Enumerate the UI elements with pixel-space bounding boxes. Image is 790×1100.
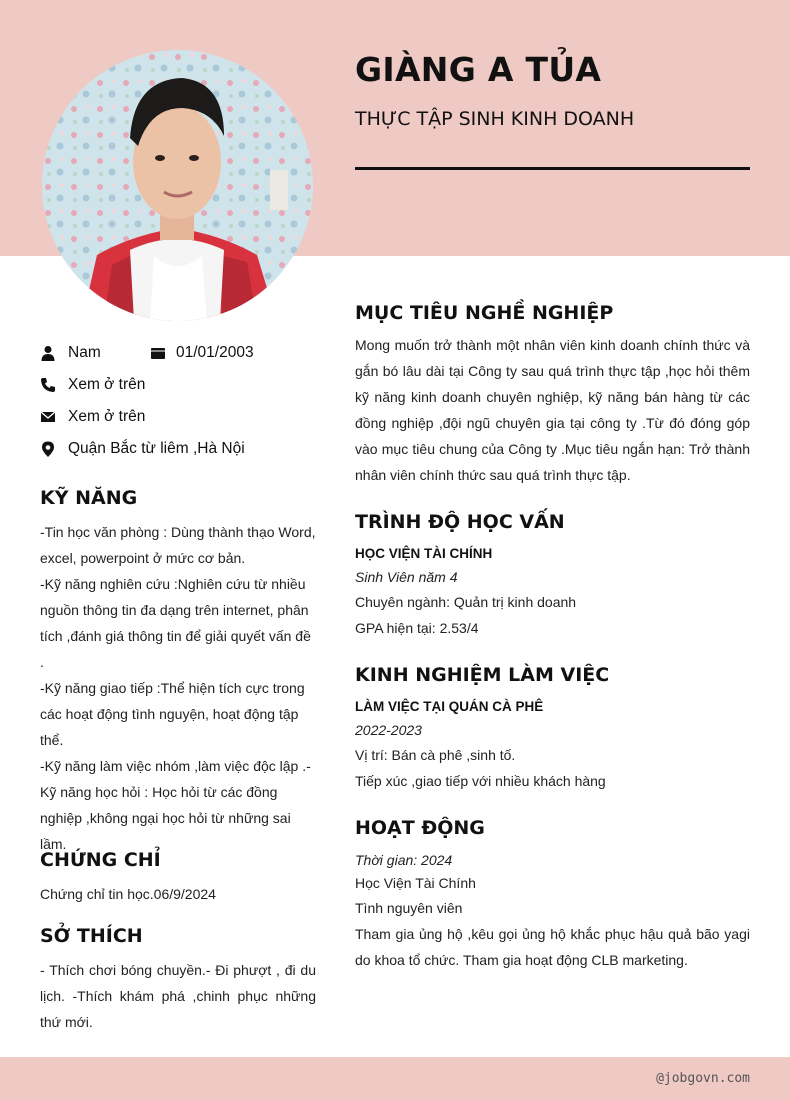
education-title: TRÌNH ĐỘ HỌC VẤN: [355, 511, 565, 533]
mail-icon: [40, 409, 56, 425]
email-row: [40, 406, 145, 428]
objective-text: Mong muốn trở thành một nhân viên kinh doanh chính thức và gắn bó lâu dài tại Công ty sau quá trình thực tập ,học hỏi thêm kỹ năng kinh doanh chuyên nghiệp, kỹ năng bán hàng từ các đồng nghiệp ,đội ngũ chuyên gia tại công ty .Từ đó đóng góp vào mục tiêu chung của Công ty .Mục tiêu ngắn hạn: Trở thành nhân viên chính thức sau quá trình thực tập.: [355, 337, 750, 483]
job-position: THỰC TẬP SINH KINH DOANH: [355, 108, 635, 130]
experience-period: 2022-2023: [355, 722, 422, 738]
phone-row: [40, 374, 145, 396]
calendar-icon: [150, 345, 166, 361]
hobbies-title: SỞ THÍCH: [40, 925, 143, 947]
activities-time: Thời gian: 2024: [355, 852, 453, 868]
dob-value: 01/01/2003: [176, 344, 254, 361]
location-pin-icon: [40, 441, 56, 457]
gender-row: [40, 342, 101, 364]
gender-value: Nam: [68, 344, 101, 361]
activities-org: Học Viện Tài Chính: [355, 875, 476, 891]
person-icon: [40, 345, 56, 361]
education-major: Chuyên ngành: Quản trị kinh doanh: [355, 594, 577, 610]
email-value: Xem ở trên: [68, 408, 146, 425]
objective-title: MỤC TIÊU NGHỀ NGHIỆP: [355, 302, 614, 324]
phone-icon: [40, 377, 56, 393]
experience-company: LÀM VIỆC TẠI QUÁN CÀ PHÊ: [355, 699, 544, 714]
title-divider: [355, 167, 750, 170]
education-school: HỌC VIỆN TÀI CHÍNH: [355, 546, 493, 561]
activities-text: Tham gia ủng hộ ,kêu gọi ủng hộ khắc phục hậu quả bão yagi do khoa tổ chức. Tham gia hoạt động CLB marketing.: [355, 926, 750, 968]
certificates-text: Chứng chỉ tin học.06/9/2024: [40, 886, 216, 902]
certificates-title: CHỨNG CHỈ: [40, 849, 161, 871]
phone-value: Xem ở trên: [68, 376, 146, 393]
education-gpa: GPA hiện tại: 2.53/4: [355, 620, 479, 636]
experience-role: Vị trí: Bán cà phê ,sinh tố.: [355, 747, 516, 763]
experience-detail: Tiếp xúc ,giao tiếp với nhiều khách hàng: [355, 773, 606, 789]
profile-photo: [42, 50, 313, 321]
dob-row: [150, 342, 254, 364]
watermark: @jobgovn.com: [656, 1071, 750, 1086]
skills-title: KỸ NĂNG: [40, 487, 138, 509]
education-period: Sinh Viên năm 4: [355, 569, 458, 585]
address-value: Quận Bắc từ liêm ,Hà Nội: [68, 440, 245, 457]
activities-role: Tình nguyên viên: [355, 900, 463, 916]
activities-title: HOẠT ĐỘNG: [355, 817, 485, 839]
candidate-name: GIÀNG A TỦA: [355, 50, 602, 89]
address-row: [40, 438, 245, 460]
hobbies-text: - Thích chơi bóng chuyền.- Đi phượt , đi du lịch. -Thích khám phá ,chinh phục những thứ mới.: [40, 962, 316, 1030]
experience-title: KINH NGHIỆM LÀM VIỆC: [355, 664, 610, 686]
skills-text: -Tin học văn phòng : Dùng thành thạo Word, excel, powerpoint ở mức cơ bản. -Kỹ năng nghiên cứu :Nghiên cứu từ nhiều nguồn thông tin đa dạng trên internet, phân tích ,đánh giá thông tin để giải quyết vấn đề . -Kỹ năng giao tiếp :Thể hiện tích cực trong các hoạt động tình nguyện, hoạt động tập thể. -Kỹ năng làm việc nhóm ,làm việc độc lập .-Kỹ năng học hỏi : Học hỏi từ các đồng nghiệp ,không ngại học hỏi từ những sai lầm.: [40, 524, 316, 852]
